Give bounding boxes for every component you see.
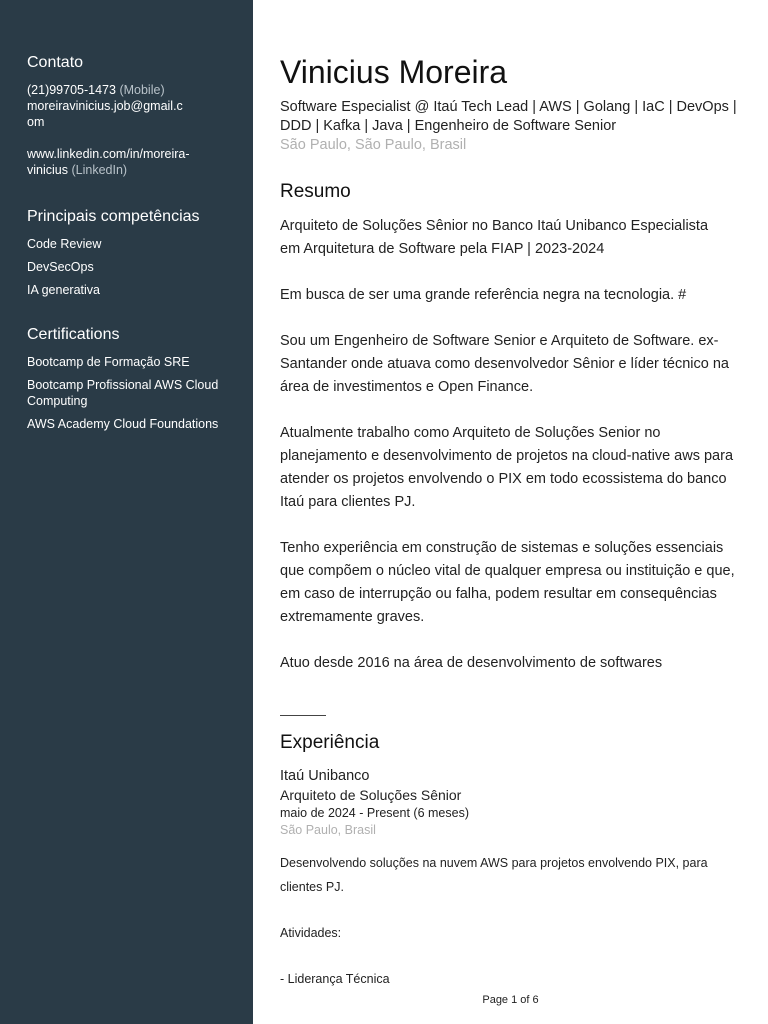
certifications-heading: Certifications bbox=[27, 326, 120, 343]
skill-item: Code Review bbox=[27, 237, 102, 251]
experience-role: Arquiteto de Soluções Sênior bbox=[280, 787, 462, 803]
summary-paragraph: Sou um Engenheiro de Software Senior e Arquiteto de Software. ex-Santander onde atuava como desenvolvedor Sênior e líder técnico na área de investimentos e Open Finance. bbox=[280, 333, 729, 395]
summary-paragraph: Tenho experiência em construção de sistemas e soluções essenciais que compõem o núcleo vital de qualquer empresa ou instituição e que, em caso de interrupção ou falha, podem resultar em consequências extremamente graves. bbox=[280, 540, 735, 625]
skill-item: IA generativa bbox=[27, 283, 100, 297]
email-line-2[interactable]: om bbox=[27, 115, 45, 129]
contact-heading: Contato bbox=[27, 54, 84, 71]
certification-item: AWS Academy Cloud Foundations bbox=[27, 417, 219, 431]
summary-paragraph: Atuo desde 2016 na área de desenvolvimento de softwares bbox=[280, 655, 663, 671]
skill-item: DevSecOps bbox=[27, 260, 94, 274]
certifications-section bbox=[27, 326, 243, 432]
profile-name: Vinicius Moreira bbox=[280, 54, 508, 90]
main-content bbox=[280, 52, 742, 991]
experience-location: São Paulo, Brasil bbox=[280, 823, 376, 837]
summary-paragraph: Atualmente trabalho como Arquiteto de Soluções Senior no planejamento e desenvolvimento de projetos na cloud-native aws para atender os projetos envolvendo o PIX em todo ecossistema do banco Itaú para clientes PJ. bbox=[280, 425, 734, 510]
section-divider bbox=[280, 715, 326, 716]
experience-activity: - Liderança Técnica bbox=[280, 972, 390, 986]
linkedin-line-2[interactable] bbox=[27, 162, 243, 178]
experience-heading: Experiência bbox=[280, 732, 380, 753]
linkedin-line-1[interactable]: www.linkedin.com/in/moreira- bbox=[27, 147, 190, 161]
profile-headline: Software Especialist @ Itaú Tech Lead | AWS | Golang | IaC | DevOps | DDD | Kafka | Java | Engenheiro de Software Senior bbox=[280, 99, 737, 134]
phone-number: (21)99705-1473 bbox=[27, 83, 116, 97]
page-number: Page 1 of 6 bbox=[482, 994, 539, 1006]
skills-heading: Principais competências bbox=[27, 208, 200, 225]
linkedin-handle[interactable]: vinicius bbox=[27, 163, 68, 177]
experience-dates: maio de 2024 - Present (6 meses) bbox=[280, 806, 469, 820]
phone-label: (Mobile) bbox=[119, 83, 165, 97]
experience-activities-label: Atividades: bbox=[280, 926, 342, 940]
contact-section bbox=[27, 54, 243, 178]
sidebar bbox=[0, 0, 253, 1024]
experience-company: Itaú Unibanco bbox=[280, 768, 370, 784]
linkedin-label: (LinkedIn) bbox=[71, 163, 128, 177]
experience-description: Desenvolvendo soluções na nuvem AWS para projetos envolvendo PIX, para clientes PJ. bbox=[280, 856, 708, 894]
certification-item: Bootcamp de Formação SRE bbox=[27, 355, 190, 369]
certification-item: Bootcamp Profissional AWS Cloud Computing bbox=[27, 378, 219, 408]
summary-paragraph: Arquiteto de Soluções Sênior no Banco Itaú Unibanco Especialista em Arquitetura de Software pela FIAP | 2023-2024 bbox=[280, 218, 709, 257]
phone-line bbox=[27, 82, 243, 98]
email-line-1[interactable]: moreiravinicius.job@gmail.c bbox=[27, 99, 183, 113]
summary-heading: Resumo bbox=[280, 181, 351, 202]
skills-section bbox=[27, 208, 243, 298]
summary-paragraph: Em busca de ser uma grande referência negra na tecnologia. # bbox=[280, 287, 687, 303]
profile-location: São Paulo, São Paulo, Brasil bbox=[280, 137, 467, 153]
